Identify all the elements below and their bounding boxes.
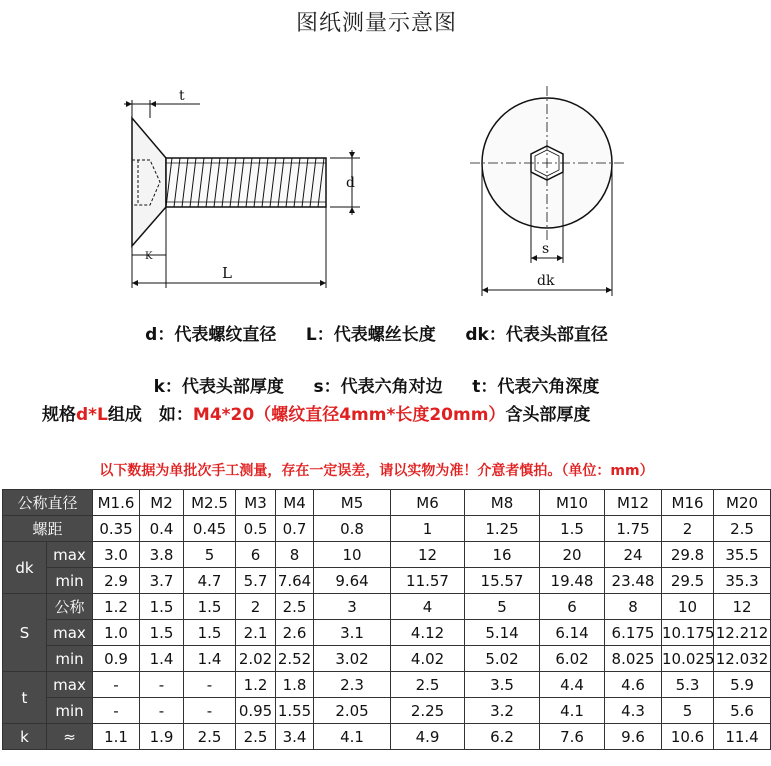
- pitch-cell-m4: 0.7: [276, 516, 314, 542]
- dk-min-cell-m3: 5.7: [236, 568, 276, 594]
- s-max-row: [3, 620, 771, 646]
- label-s: s: [542, 241, 550, 257]
- s-max-label: max: [47, 620, 93, 646]
- dk-max-cell-m2_5: 5: [184, 542, 236, 568]
- s-min-cell-m12: 8.025: [605, 646, 662, 672]
- t-max-cell-m6: 2.5: [391, 672, 465, 698]
- label-k: K: [145, 251, 153, 262]
- s-min-row: [3, 646, 771, 672]
- pitch-cell-m2_5: 0.45: [184, 516, 236, 542]
- pitch-cell-m20: 2.5: [714, 516, 771, 542]
- dk-max-cell-m1_6: 3.0: [93, 542, 140, 568]
- dk-max-cell-m10: 20: [540, 542, 605, 568]
- pitch-row: [3, 516, 771, 542]
- s-nominal-cell-m10: 6: [540, 594, 605, 620]
- k-cell-m20: 11.4: [714, 724, 771, 750]
- k-cell-m3: 2.5: [236, 724, 276, 750]
- s-min-cell-m1_6: 0.9: [93, 646, 140, 672]
- s-nominal-label: 公称: [47, 594, 93, 620]
- dk-min-cell-m2_5: 4.7: [184, 568, 236, 594]
- s-nominal-cell-m3: 2: [236, 594, 276, 620]
- t-min-cell-m10: 4.1: [540, 698, 605, 724]
- spec-suffix: 含头部厚度: [505, 405, 591, 425]
- pitch-cell-m1_6: 0.35: [93, 516, 140, 542]
- size-header-m12: M12: [605, 490, 662, 516]
- s-max-cell-m1_6: 1.0: [93, 620, 140, 646]
- t-max-label: max: [47, 672, 93, 698]
- dk-min-cell-m4: 7.64: [276, 568, 314, 594]
- k-cell-m6: 4.9: [391, 724, 465, 750]
- size-header-m16: M16: [662, 490, 714, 516]
- dk-max-cell-m4: 8: [276, 542, 314, 568]
- legend-k: k：代表头部厚度: [153, 377, 284, 397]
- pitch-cell-m16: 2: [662, 516, 714, 542]
- page-title: 图纸测量示意图: [295, 11, 457, 36]
- nominal-diameter-label: 公称直径: [3, 490, 93, 516]
- size-header-m20: M20: [714, 490, 771, 516]
- size-header-m2: M2: [140, 490, 184, 516]
- label-t: t: [179, 88, 185, 104]
- s-min-label: min: [47, 646, 93, 672]
- screw-head-outline: [132, 118, 166, 246]
- s-max-cell-m6: 4.12: [391, 620, 465, 646]
- size-header-m4: M4: [276, 490, 314, 516]
- dk-max-cell-m12: 24: [605, 542, 662, 568]
- t-max-cell-m8: 3.5: [465, 672, 540, 698]
- size-header-m8: M8: [465, 490, 540, 516]
- t-max-cell-m2: -: [140, 672, 184, 698]
- k-cell-m16: 10.6: [662, 724, 714, 750]
- dk-min-cell-m16: 29.5: [662, 568, 714, 594]
- dk-min-label: min: [47, 568, 93, 594]
- k-cell-m12: 9.6: [605, 724, 662, 750]
- pitch-label: 螺距: [3, 516, 93, 542]
- s-nominal-cell-m8: 5: [465, 594, 540, 620]
- k-cell-m5: 4.1: [314, 724, 391, 750]
- t-max-cell-m16: 5.3: [662, 672, 714, 698]
- size-header-m2_5: M2.5: [184, 490, 236, 516]
- legend-t: t：代表六角深度: [472, 377, 600, 397]
- legend-s: s：代表六角对边: [313, 377, 443, 397]
- dk-min-cell-m2: 3.7: [140, 568, 184, 594]
- k-approx-label: ≈: [47, 724, 93, 750]
- s-min-cell-m10: 6.02: [540, 646, 605, 672]
- t-max-cell-m20: 5.9: [714, 672, 771, 698]
- dk-max-cell-m8: 16: [465, 542, 540, 568]
- size-header-m10: M10: [540, 490, 605, 516]
- s-nominal-cell-m6: 4: [391, 594, 465, 620]
- k-cell-m10: 7.6: [540, 724, 605, 750]
- size-header-m3: M3: [236, 490, 276, 516]
- t-min-cell-m4: 1.55: [276, 698, 314, 724]
- s-min-cell-m4: 2.52: [276, 646, 314, 672]
- t-min-label: min: [47, 698, 93, 724]
- measurement-notice: 以下数据为单批次手工测量，存在一定误差，请以实物为准！介意者慎拍。（单位：mm）: [99, 463, 654, 479]
- legend-dk: dk：代表头部直径: [465, 325, 608, 345]
- s-max-cell-m5: 3.1: [314, 620, 391, 646]
- s-nominal-cell-m16: 10: [662, 594, 714, 620]
- dk-min-cell-m5: 9.64: [314, 568, 391, 594]
- legend-L: L：代表螺丝长度: [305, 325, 436, 345]
- t-max-cell-m10: 4.4: [540, 672, 605, 698]
- spec-example: M4*20（螺纹直径4mm*长度20mm）: [192, 405, 506, 425]
- t-max-cell-m2_5: -: [184, 672, 236, 698]
- dk-min-cell-m8: 15.57: [465, 568, 540, 594]
- t-max-cell-m3: 1.2: [236, 672, 276, 698]
- s-min-cell-m3: 2.02: [236, 646, 276, 672]
- t-min-cell-m20: 5.6: [714, 698, 771, 724]
- legend-line-2: [0, 372, 753, 397]
- s-max-cell-m10: 6.14: [540, 620, 605, 646]
- t-min-cell-m2: -: [140, 698, 184, 724]
- pitch-cell-m8: 1.25: [465, 516, 540, 542]
- s-nominal-cell-m5: 3: [314, 594, 391, 620]
- t-min-cell-m8: 3.2: [465, 698, 540, 724]
- k-cell-m2_5: 2.5: [184, 724, 236, 750]
- s-max-cell-m16: 10.175: [662, 620, 714, 646]
- k-row: [3, 724, 771, 750]
- spec-format: d*L: [76, 405, 108, 425]
- dk-min-row: [3, 568, 771, 594]
- s-min-cell-m16: 10.025: [662, 646, 714, 672]
- s-nominal-row: [3, 594, 771, 620]
- s-max-cell-m2: 1.5: [140, 620, 184, 646]
- t-min-row: [3, 698, 771, 724]
- t-min-cell-m5: 2.05: [314, 698, 391, 724]
- s-nominal-cell-m20: 12: [714, 594, 771, 620]
- spec-line: [42, 400, 590, 425]
- legend-d: d：代表螺纹直径: [145, 325, 277, 345]
- t-min-cell-m2_5: -: [184, 698, 236, 724]
- dk-min-cell-m1_6: 2.9: [93, 568, 140, 594]
- s-max-cell-m2_5: 1.5: [184, 620, 236, 646]
- t-min-cell-m12: 4.3: [605, 698, 662, 724]
- dk-max-cell-m20: 35.5: [714, 542, 771, 568]
- t-max-cell-m1_6: -: [93, 672, 140, 698]
- s-nominal-cell-m1_6: 1.2: [93, 594, 140, 620]
- pitch-cell-m2: 0.4: [140, 516, 184, 542]
- t-max-row: [3, 672, 771, 698]
- k-cell-m4: 3.4: [276, 724, 314, 750]
- spec-middle: 组成 如：: [107, 405, 193, 425]
- t-min-cell-m3: 0.95: [236, 698, 276, 724]
- dk-min-cell-m20: 35.3: [714, 568, 771, 594]
- s-nominal-cell-m2_5: 1.5: [184, 594, 236, 620]
- label-dk: dk: [537, 273, 555, 289]
- s-min-cell-m2_5: 1.4: [184, 646, 236, 672]
- k-cell-m8: 6.2: [465, 724, 540, 750]
- spec-prefix: 规格: [42, 405, 76, 425]
- dk-max-cell-m16: 29.8: [662, 542, 714, 568]
- s-min-cell-m20: 12.032: [714, 646, 771, 672]
- size-header-m6: M6: [391, 490, 465, 516]
- table-header-row: [3, 490, 771, 516]
- spec-table: [2, 489, 771, 750]
- dk-max-cell-m3: 6: [236, 542, 276, 568]
- pitch-cell-m5: 0.8: [314, 516, 391, 542]
- size-header-m5: M5: [314, 490, 391, 516]
- s-max-cell-m8: 5.14: [465, 620, 540, 646]
- legend-line-1: [0, 320, 753, 345]
- pitch-cell-m6: 1: [391, 516, 465, 542]
- pitch-cell-m10: 1.5: [540, 516, 605, 542]
- dk-max-cell-m6: 12: [391, 542, 465, 568]
- t-min-cell-m16: 5: [662, 698, 714, 724]
- t-min-cell-m6: 2.25: [391, 698, 465, 724]
- side-view: [124, 100, 360, 288]
- dk-max-cell-m2: 3.8: [140, 542, 184, 568]
- dk-max-label: max: [47, 542, 93, 568]
- s-max-cell-m4: 2.6: [276, 620, 314, 646]
- t-max-cell-m5: 2.3: [314, 672, 391, 698]
- s-max-cell-m20: 12.212: [714, 620, 771, 646]
- screw-drawing: [0, 0, 753, 310]
- k-cell-m1_6: 1.1: [93, 724, 140, 750]
- s-max-cell-m12: 6.175: [605, 620, 662, 646]
- s-min-cell-m6: 4.02: [391, 646, 465, 672]
- dk-max-row: [3, 542, 771, 568]
- dk-label: dk: [3, 542, 47, 594]
- s-label: S: [3, 594, 47, 672]
- dk-min-cell-m6: 11.57: [391, 568, 465, 594]
- s-min-cell-m8: 5.02: [465, 646, 540, 672]
- s-nominal-cell-m2: 1.5: [140, 594, 184, 620]
- dk-min-cell-m12: 23.48: [605, 568, 662, 594]
- k-cell-m2: 1.9: [140, 724, 184, 750]
- dk-min-cell-m10: 19.48: [540, 568, 605, 594]
- label-L: L: [222, 264, 232, 282]
- top-view: [470, 86, 624, 296]
- pitch-cell-m12: 1.75: [605, 516, 662, 542]
- t-max-cell-m12: 4.6: [605, 672, 662, 698]
- dk-max-cell-m5: 10: [314, 542, 391, 568]
- t-max-cell-m4: 1.8: [276, 672, 314, 698]
- label-d: d: [346, 175, 355, 191]
- s-nominal-cell-m4: 2.5: [276, 594, 314, 620]
- pitch-cell-m3: 0.5: [236, 516, 276, 542]
- k-label: k: [3, 724, 47, 750]
- screw-shank: [166, 158, 326, 207]
- s-min-cell-m5: 3.02: [314, 646, 391, 672]
- t-min-cell-m1_6: -: [93, 698, 140, 724]
- t-label: t: [3, 672, 47, 724]
- s-nominal-cell-m12: 8: [605, 594, 662, 620]
- size-header-m1_6: M1.6: [93, 490, 140, 516]
- s-max-cell-m3: 2.1: [236, 620, 276, 646]
- s-min-cell-m2: 1.4: [140, 646, 184, 672]
